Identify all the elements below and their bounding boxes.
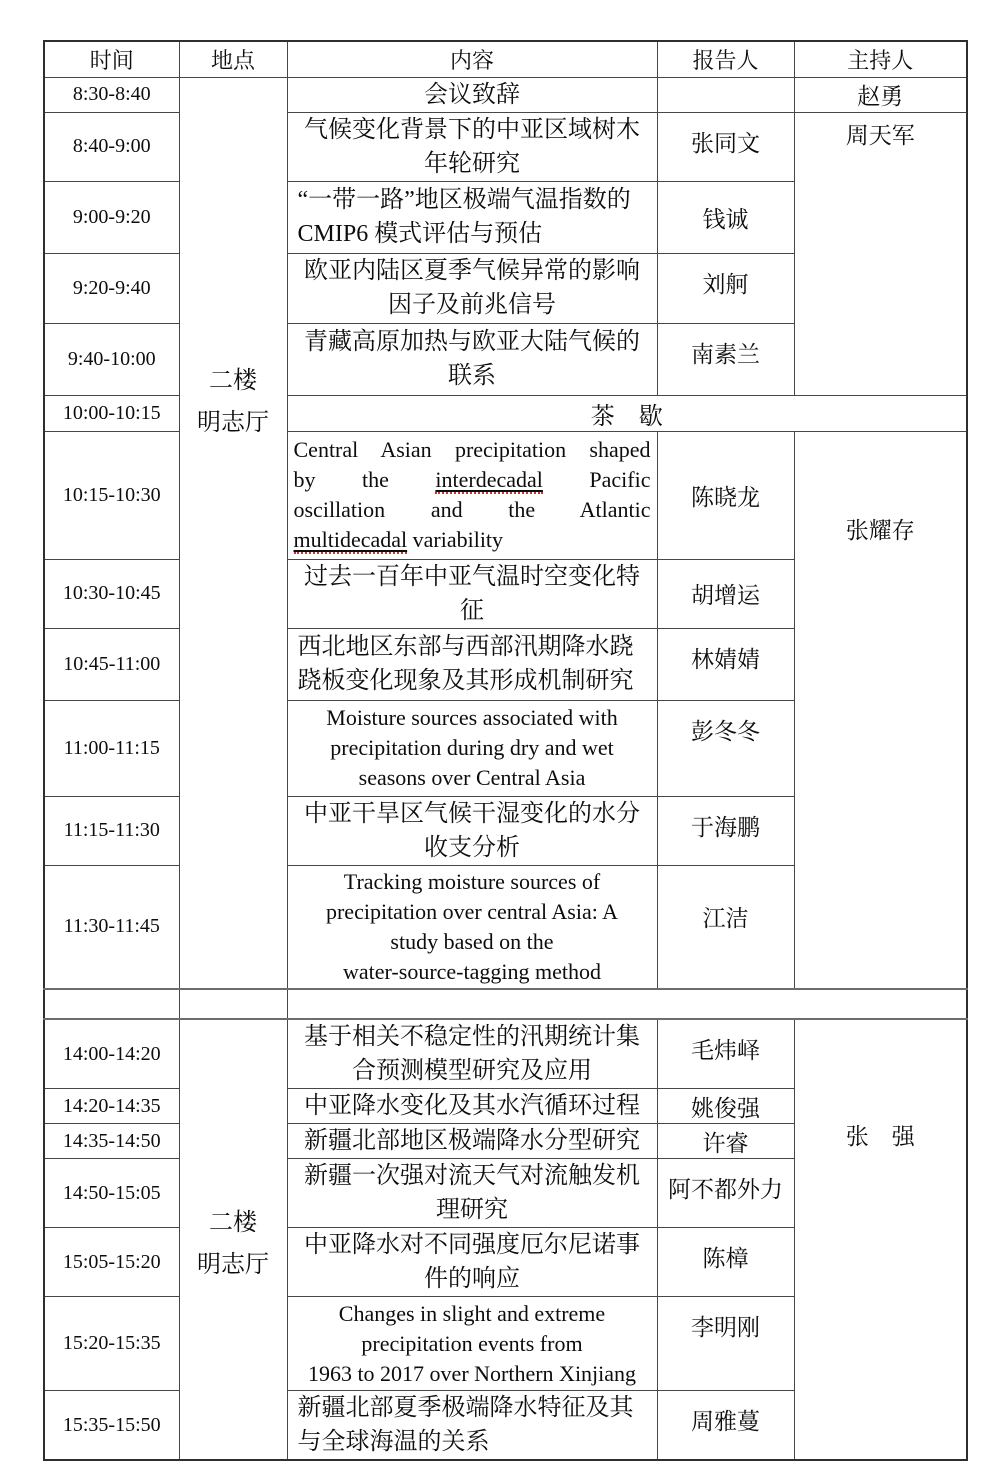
content-cell [287, 77, 657, 112]
host-cell: 张 强 [794, 1019, 967, 1460]
content-line: 会议致辞 [424, 81, 520, 108]
time-cell: 10:15-10:30 [44, 431, 179, 559]
speaker-cell: 毛炜峄 [657, 1019, 794, 1089]
content-line: 与全球海温的关系 [297, 1429, 490, 1455]
content-cell [287, 796, 657, 865]
session-spacer-row [44, 989, 967, 1019]
location-line: 明志厅 [197, 409, 269, 436]
content-line: CMIP6 模式评估与预估 [297, 221, 543, 247]
time-cell: 8:30-8:40 [44, 77, 179, 112]
content-line: study based on the [390, 928, 554, 954]
content-cell [287, 1019, 657, 1089]
spacer-cell [287, 989, 967, 1019]
content-line: 中亚干旱区气候干湿变化的水分 [304, 800, 640, 827]
time-cell: 9:40-10:00 [44, 323, 179, 395]
content-line: 基于相关不稳定性的汛期统计集 [304, 1024, 640, 1050]
content-line [294, 465, 651, 495]
speaker-cell: 刘舸 [657, 253, 794, 323]
speaker-cell: 陈晓龙 [657, 431, 794, 559]
time-cell: 14:50-15:05 [44, 1159, 179, 1228]
header-host: 主持人 [794, 41, 967, 77]
table-row [44, 77, 967, 112]
content-text: by the [293, 467, 389, 492]
time-cell: 15:35-15:50 [44, 1391, 179, 1461]
content-cell [287, 112, 657, 181]
content-line [294, 525, 651, 555]
speaker-cell: 阿不都外力 [657, 1159, 794, 1228]
header-location: 地点 [179, 41, 287, 77]
content-line: 理研究 [436, 1197, 508, 1223]
time-cell: 14:20-14:35 [44, 1089, 179, 1124]
underlined-word: multidecadal [293, 527, 408, 552]
content-line: 年轮研究 [424, 150, 520, 177]
content-line: Changes in slight and extreme [338, 1300, 606, 1326]
content-line: “一带一路”地区极端气温指数的 [297, 187, 631, 213]
content-text: Pacific [589, 467, 651, 492]
location-cell-morning [179, 77, 287, 989]
speaker-cell: 南素兰 [657, 323, 794, 395]
header-row [44, 41, 967, 77]
content-line: 件的响应 [424, 1266, 520, 1292]
schedule-table [43, 40, 968, 1461]
speaker-cell: 彭冬冬 [657, 700, 794, 796]
speaker-cell: 姚俊强 [657, 1089, 794, 1124]
header-time: 时间 [44, 41, 179, 77]
spacer-cell [44, 989, 179, 1019]
content-line: 联系 [448, 363, 496, 389]
table-row [44, 1019, 967, 1089]
content-line: seasons over Central Asia [358, 765, 586, 790]
content-line: 气候变化背景下的中亚区域树木 [304, 116, 640, 143]
content-cell [287, 1124, 657, 1159]
time-cell: 11:30-11:45 [44, 865, 179, 989]
speaker-cell: 林婧婧 [657, 628, 794, 700]
time-cell: 8:40-9:00 [44, 112, 179, 181]
content-line: precipitation during dry and wet [330, 735, 614, 760]
content-line: 跷板变化现象及其形成机制研究 [297, 668, 634, 694]
speaker-cell: 周雅蔓 [657, 1391, 794, 1461]
content-line: Tracking moisture sources of [343, 868, 601, 894]
content-cell [287, 628, 657, 700]
content-line: water-source-tagging method [343, 958, 601, 984]
content-cell [287, 865, 657, 989]
content-line: 征 [460, 597, 484, 624]
time-cell: 15:05-15:20 [44, 1228, 179, 1297]
content-line: 新疆一次强对流天气对流触发机 [304, 1163, 640, 1189]
content-cell [287, 431, 657, 559]
time-cell: 9:00-9:20 [44, 181, 179, 253]
header-speaker: 报告人 [657, 41, 794, 77]
content-cell [287, 323, 657, 395]
speaker-cell [657, 77, 794, 112]
content-text: variability [412, 527, 504, 552]
tea-break-cell: 茶 歇 [287, 395, 967, 431]
time-cell: 10:45-11:00 [44, 628, 179, 700]
speaker-cell: 陈樟 [657, 1228, 794, 1297]
speaker-cell: 许睿 [657, 1124, 794, 1159]
spacer-cell [179, 989, 287, 1019]
content-line: oscillation and the Atlantic [293, 497, 651, 522]
content-cell [287, 1391, 657, 1461]
speaker-cell: 于海鹏 [657, 796, 794, 865]
content-cell [287, 1228, 657, 1297]
content-line: 欧亚内陆区夏季气候异常的影响 [304, 258, 640, 284]
time-cell: 10:30-10:45 [44, 559, 179, 628]
content-cell [287, 700, 657, 796]
underlined-word: interdecadal [435, 467, 543, 492]
content-line: 西北地区东部与西部汛期降水跷 [297, 634, 634, 660]
content-line: precipitation events from [361, 1330, 583, 1356]
speaker-cell: 江洁 [657, 865, 794, 989]
content-cell [287, 1159, 657, 1228]
content-line: 中亚降水变化及其水汽循环过程 [304, 1093, 640, 1119]
content-cell [287, 253, 657, 323]
content-cell [287, 1297, 657, 1391]
speaker-cell: 李明刚 [657, 1297, 794, 1391]
header-content: 内容 [287, 41, 657, 77]
speaker-cell: 钱诚 [657, 181, 794, 253]
location-line: 二楼 [209, 1210, 257, 1236]
content-line: 过去一百年中亚气温时空变化特 [304, 563, 640, 590]
content-line: 新疆北部夏季极端降水特征及其 [297, 1395, 634, 1421]
host-cell: 赵勇 [794, 77, 967, 112]
time-cell: 15:20-15:35 [44, 1297, 179, 1391]
time-cell: 10:00-10:15 [44, 395, 179, 431]
time-cell: 11:15-11:30 [44, 796, 179, 865]
location-line: 二楼 [209, 367, 257, 394]
content-line: Central Asian precipitation shaped [293, 437, 651, 462]
content-line: 1963 to 2017 over Northern Xinjiang [307, 1360, 637, 1386]
location-cell-afternoon [179, 1019, 287, 1460]
content-line: 中亚降水对不同强度厄尔尼诺事 [304, 1232, 640, 1258]
host-cell: 周天军 [794, 112, 967, 395]
content-line: 合预测模型研究及应用 [352, 1058, 592, 1084]
location-line: 明志厅 [197, 1252, 269, 1278]
content-line: 收支分析 [424, 834, 520, 861]
content-cell [287, 1089, 657, 1124]
content-line: 青藏高原加热与欧亚大陆气候的 [304, 329, 640, 355]
content-line: 因子及前兆信号 [388, 292, 556, 318]
content-cell [287, 559, 657, 628]
content-cell [287, 181, 657, 253]
speaker-cell: 张同文 [657, 112, 794, 181]
host-cell: 张耀存 [794, 431, 967, 989]
time-cell: 9:20-9:40 [44, 253, 179, 323]
time-cell: 14:00-14:20 [44, 1019, 179, 1089]
content-line: Moisture sources associated with [326, 705, 618, 730]
content-line: 新疆北部地区极端降水分型研究 [304, 1128, 640, 1154]
time-cell: 14:35-14:50 [44, 1124, 179, 1159]
speaker-cell: 胡增运 [657, 559, 794, 628]
time-cell: 11:00-11:15 [44, 700, 179, 796]
content-line: precipitation over central Asia: A [325, 898, 618, 924]
